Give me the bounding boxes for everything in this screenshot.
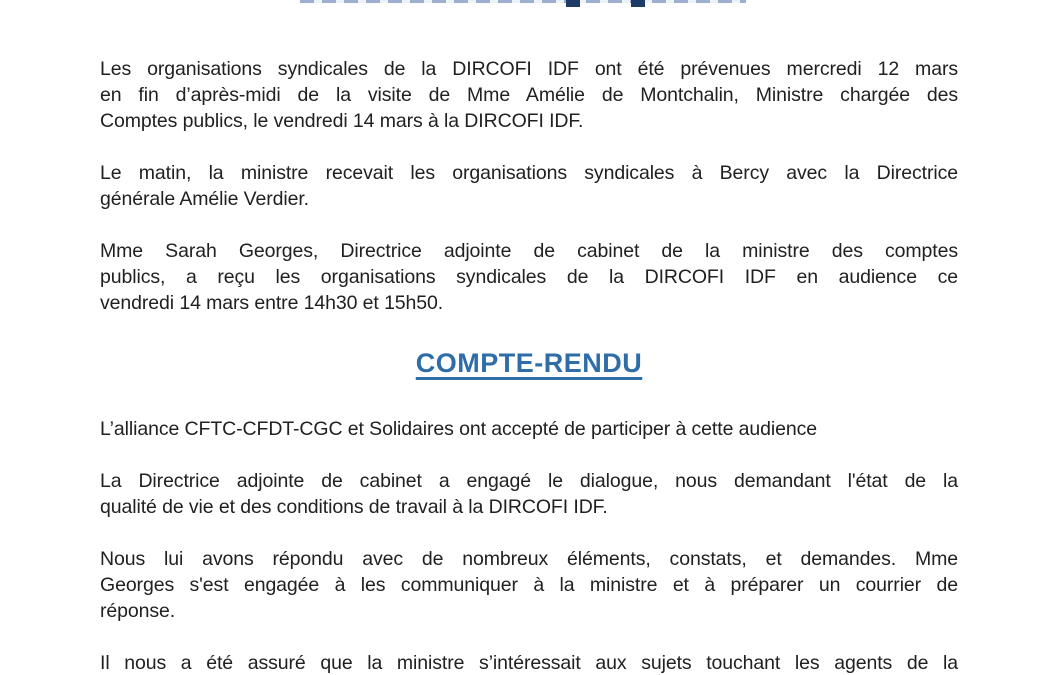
paragraph (100, 416, 958, 442)
text-line: Georges s'est engagée à les communiquer à la ministre et à préparer un courrier de (100, 574, 958, 596)
text-line: Mme Sarah Georges, Directrice adjointe de cabinet de la ministre des comptes (100, 240, 958, 262)
paragraph (100, 468, 958, 520)
paragraph (100, 546, 958, 624)
text-line: Les organisations syndicales de la DIRCOFI IDF ont été prévenues mercredi 12 mars (100, 58, 958, 80)
section-heading (100, 346, 958, 380)
section-heading-text: COMPTE-RENDU (415, 348, 643, 378)
paragraph (100, 238, 958, 316)
paragraph (100, 650, 958, 675)
text-line: réponse. (100, 600, 176, 622)
text-line: Nous lui avons répondu avec de nombreux éléments, constats, et demandes. Mme (100, 548, 958, 570)
text-line: Il nous a été assuré que la ministre s’intéressait aux sujets touchant les agents de la (100, 652, 958, 674)
text-line: Comptes publics, le vendredi 14 mars à la DIRCOFI IDF. (100, 110, 584, 132)
text-line: L’alliance CFTC-CFDT-CGC et Solidaires ont accepté de participer à cette audience (100, 418, 817, 440)
paragraph (100, 160, 958, 212)
text-line: Le matin, la ministre recevait les organisations syndicales à Bercy avec la Directrice (100, 162, 958, 184)
text-line: vendredi 14 mars entre 14h30 et 15h50. (100, 292, 444, 314)
text-line: en fin d’après-midi de la visite de Mme Amélie de Montchalin, Ministre chargée des (100, 84, 958, 106)
text-line: La Directrice adjointe de cabinet a engagé le dialogue, nous demandant l'état de la (100, 470, 958, 492)
document-body (100, 0, 958, 675)
report-paragraphs (100, 416, 958, 675)
intro-paragraphs (100, 56, 958, 316)
text-line: qualité de vie et des conditions de travail à la DIRCOFI IDF. (100, 496, 608, 518)
text-line: publics, a reçu les organisations syndicales de la DIRCOFI IDF en audience ce (100, 266, 958, 288)
text-line: générale Amélie Verdier. (100, 188, 309, 210)
paragraph (100, 56, 958, 134)
